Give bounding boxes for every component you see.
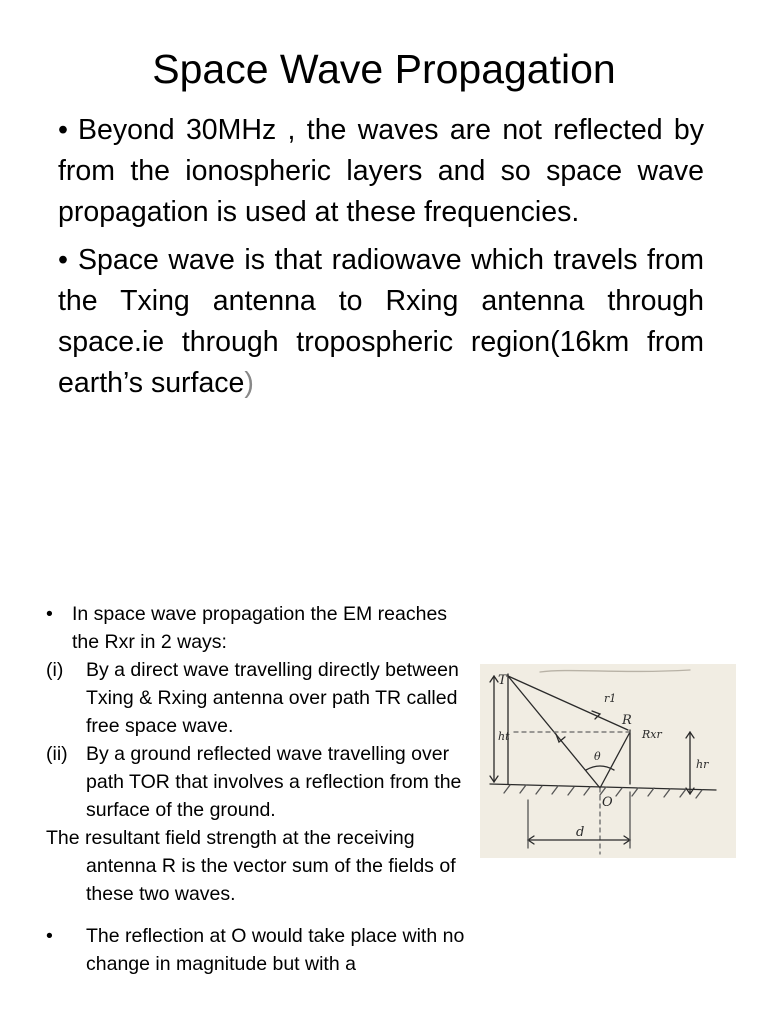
reflected-ray	[600, 732, 630, 788]
label-rxr: Rxr	[642, 728, 662, 741]
bullet-icon: •	[46, 603, 53, 625]
last-bullet-text: The reflection at O would take place with no change in magnitude but with a	[86, 925, 465, 975]
diagram-svg	[480, 664, 736, 858]
bullet-icon: •	[58, 244, 68, 276]
item-text: By a direct wave travelling directly between Txing & Rxing antenna over path TR called free space wave.	[86, 659, 459, 737]
item-marker: (i)	[46, 659, 64, 681]
last-bullet	[46, 922, 466, 978]
intro-text: In space wave propagation the EM reaches the Rxr in 2 ways:	[72, 603, 448, 653]
label-ht: ht	[498, 730, 510, 743]
label-r1: r1	[604, 692, 617, 705]
bullet-text-1: Beyond 30MHz , the waves are not reflected by from the ionospheric layers and so space wave propagation is used at these frequencies.	[58, 114, 704, 228]
label-o: O	[602, 795, 613, 810]
bullet-text-2: Space wave is that radiowave which travels from the Txing antenna to Rxing antenna through space.ie through tropospheric region(16km from earth’s surface	[58, 244, 704, 399]
slide-2-body	[46, 600, 466, 978]
spacer	[46, 908, 466, 922]
slide-2	[0, 590, 768, 1024]
slide-title: Space Wave Propagation	[152, 46, 616, 92]
list-item-reflected-wave	[46, 740, 466, 824]
list-item-direct-wave	[46, 656, 466, 740]
label-theta: θ	[594, 750, 601, 763]
label-r: R	[622, 713, 632, 728]
closing-paren: )	[244, 367, 254, 399]
space-wave-diagram	[480, 664, 736, 858]
intro-bullet	[46, 600, 466, 656]
item-marker: (ii)	[46, 743, 68, 765]
bullet-icon: •	[58, 114, 68, 146]
bullet-paragraph-2	[58, 240, 704, 404]
bullet-icon: •	[46, 925, 53, 947]
label-t: T	[498, 673, 507, 688]
label-hr: hr	[696, 758, 709, 771]
resultant-paragraph: The resultant field strength at the receiving antenna R is the vector sum of the fields of these two waves.	[46, 827, 456, 905]
bullet-paragraph-1	[58, 110, 704, 233]
slide-1-body	[58, 110, 704, 411]
header-scribble	[540, 670, 690, 672]
label-d: d	[576, 825, 585, 840]
item-text: By a ground reflected wave travelling over path TOR that involves a reflection from the surface of the ground.	[86, 743, 462, 821]
